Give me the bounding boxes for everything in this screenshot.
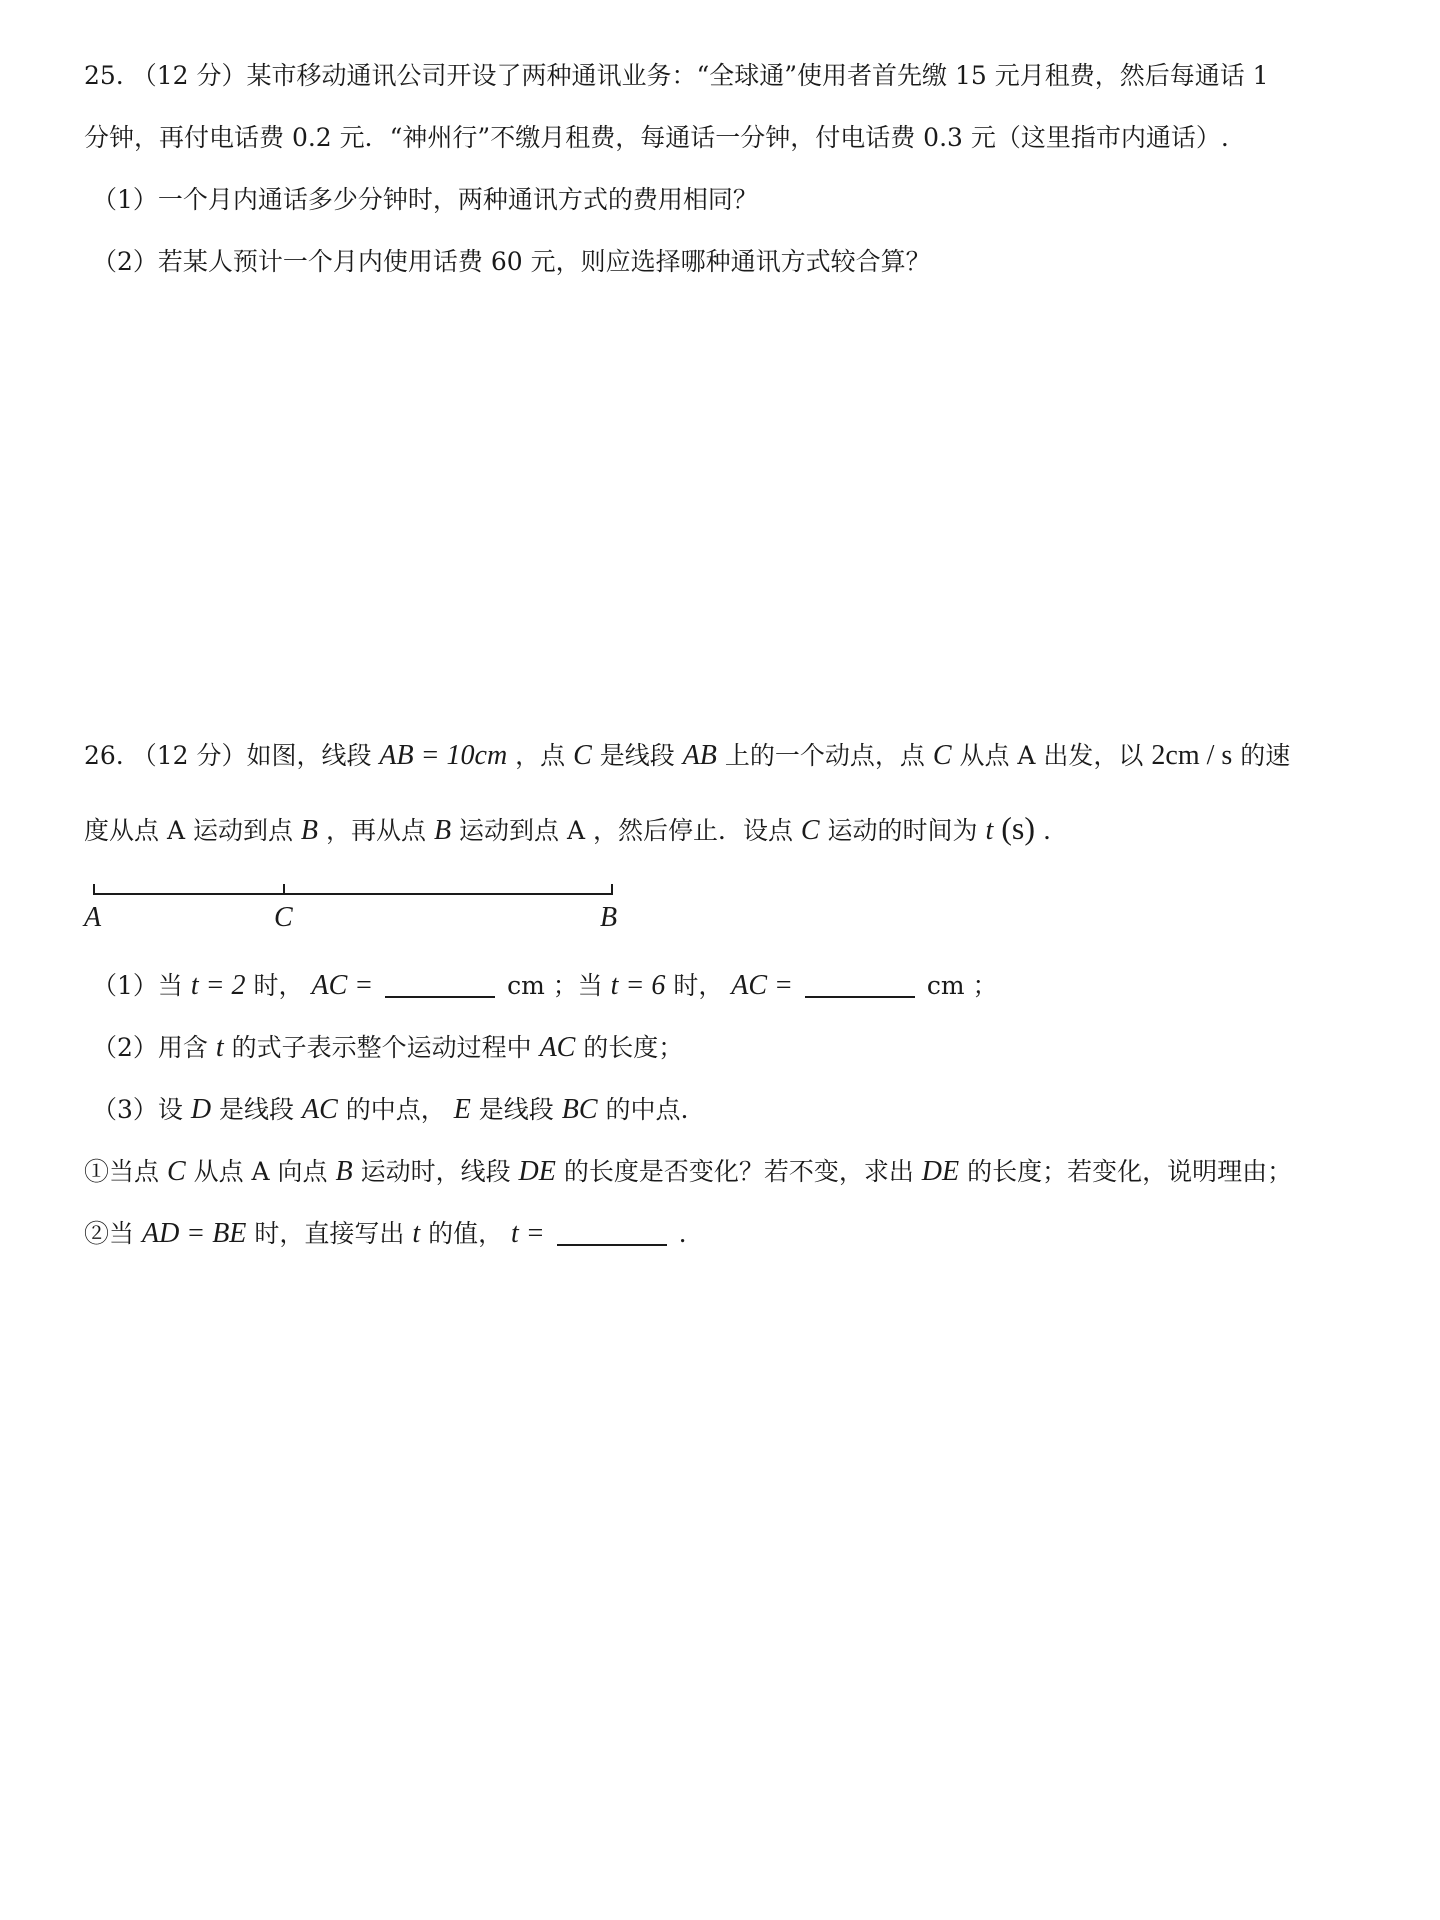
text: 从点 A 出发，以 <box>959 741 1144 770</box>
math-d: D <box>190 1094 212 1125</box>
math-de: DE <box>518 1156 556 1187</box>
text: （1）当 <box>92 971 183 1000</box>
point-label-b: B <box>600 902 618 933</box>
math-t-eq-6: t = 6 <box>610 970 666 1001</box>
math-t-eq: t = <box>511 1218 545 1249</box>
text: ②当 <box>84 1219 135 1248</box>
math-e: E <box>453 1094 471 1125</box>
math-unit: (s) <box>1001 810 1036 846</box>
math-c: C <box>932 740 952 771</box>
answer-blank-1[interactable] <box>385 968 495 998</box>
q25-line1: 25. （12 分）某市移动通讯公司开设了两种通讯业务：“全球通”使用者首先缴 15 元月租费，然后每通话 1 <box>84 61 1269 90</box>
q26-sub2 <box>84 1216 687 1252</box>
q26-part2 <box>92 1030 683 1066</box>
math-c: C <box>166 1156 186 1187</box>
text: 26. （12 分）如图，线段 <box>84 741 372 770</box>
text: 的式子表示整个运动过程中 <box>231 1033 532 1062</box>
answer-blank-2[interactable] <box>805 968 915 998</box>
text: 从点 A 向点 <box>193 1157 328 1186</box>
text: 的速 <box>1240 741 1291 770</box>
math-ac-eq: AC = <box>731 970 793 1001</box>
q26-part3 <box>92 1092 688 1128</box>
q25-line2: 分钟，再付电话费 0.2 元．“神州行”不缴月租费，每通话一分钟，付电话费 0.3 元（这里指市内通话）. <box>84 123 1229 152</box>
q26-line1 <box>84 738 1290 774</box>
math-ab-eq: AB = 10cm <box>379 740 508 771</box>
math-ac: AC <box>539 1032 576 1063</box>
text: 运动时，线段 <box>360 1157 511 1186</box>
math-de: DE <box>921 1156 960 1187</box>
q25-part1: （1）一个月内通话多少分钟时，两种通讯方式的费用相同？ <box>92 185 758 214</box>
segment-figure <box>84 872 644 952</box>
math-b: B <box>335 1156 353 1187</box>
math-t: t <box>985 815 994 846</box>
answer-blank-3[interactable] <box>557 1216 667 1246</box>
math-c: C <box>573 740 592 771</box>
text: ，点 <box>515 741 566 770</box>
math-speed: 2cm / s <box>1151 740 1233 771</box>
text: ①当点 <box>84 1157 160 1186</box>
point-label-a: A <box>84 902 102 933</box>
text: 时， <box>673 971 724 1000</box>
math-b: B <box>433 815 452 846</box>
text: 的中点. <box>605 1095 689 1124</box>
text: . <box>1042 816 1051 845</box>
text: 的长度是否变化？若不变，求出 <box>563 1157 914 1186</box>
math-ad-eq-be: AD = BE <box>141 1218 247 1249</box>
text: 时，直接写出 <box>254 1219 405 1248</box>
text: ，再从点 <box>325 816 426 845</box>
text: 上的一个动点，点 <box>724 741 925 770</box>
math-t: t <box>412 1218 421 1249</box>
text: 时， <box>253 971 304 1000</box>
math-c: C <box>800 815 820 846</box>
text: cm ；当 <box>507 971 603 1000</box>
q26-line2 <box>84 810 1051 849</box>
text: 运动到点 A ，然后停止．设点 <box>459 816 793 845</box>
math-ac: AC <box>302 1094 338 1125</box>
text: 的值， <box>428 1219 504 1248</box>
text: . <box>678 1219 687 1248</box>
math-bc: BC <box>561 1094 598 1125</box>
text: 的中点， <box>345 1095 446 1124</box>
q26-sub1 <box>84 1154 1292 1190</box>
text: 是线段 <box>478 1095 554 1124</box>
segment-diagram <box>84 872 644 912</box>
text: cm ； <box>926 971 998 1000</box>
q26-part1 <box>92 968 998 1004</box>
q25-part2: （2）若某人预计一个月内使用话费 60 元，则应选择哪种通讯方式较合算？ <box>92 247 931 276</box>
math-t: t <box>215 1032 224 1063</box>
point-label-c: C <box>274 902 293 933</box>
math-ab: AB <box>682 740 717 771</box>
text: 的长度；若变化，说明理由； <box>967 1157 1293 1186</box>
text: （3）设 <box>92 1095 183 1124</box>
math-ac-eq: AC = <box>311 970 374 1001</box>
text: 的长度； <box>583 1033 684 1062</box>
text: 度从点 A 运动到点 <box>84 816 293 845</box>
text: 是线段 <box>219 1095 295 1124</box>
text: 运动的时间为 <box>827 816 978 845</box>
text: （2）用含 <box>92 1033 208 1062</box>
math-b: B <box>300 815 319 846</box>
math-t-eq-2: t = 2 <box>190 970 246 1001</box>
text: 是线段 <box>599 741 675 770</box>
